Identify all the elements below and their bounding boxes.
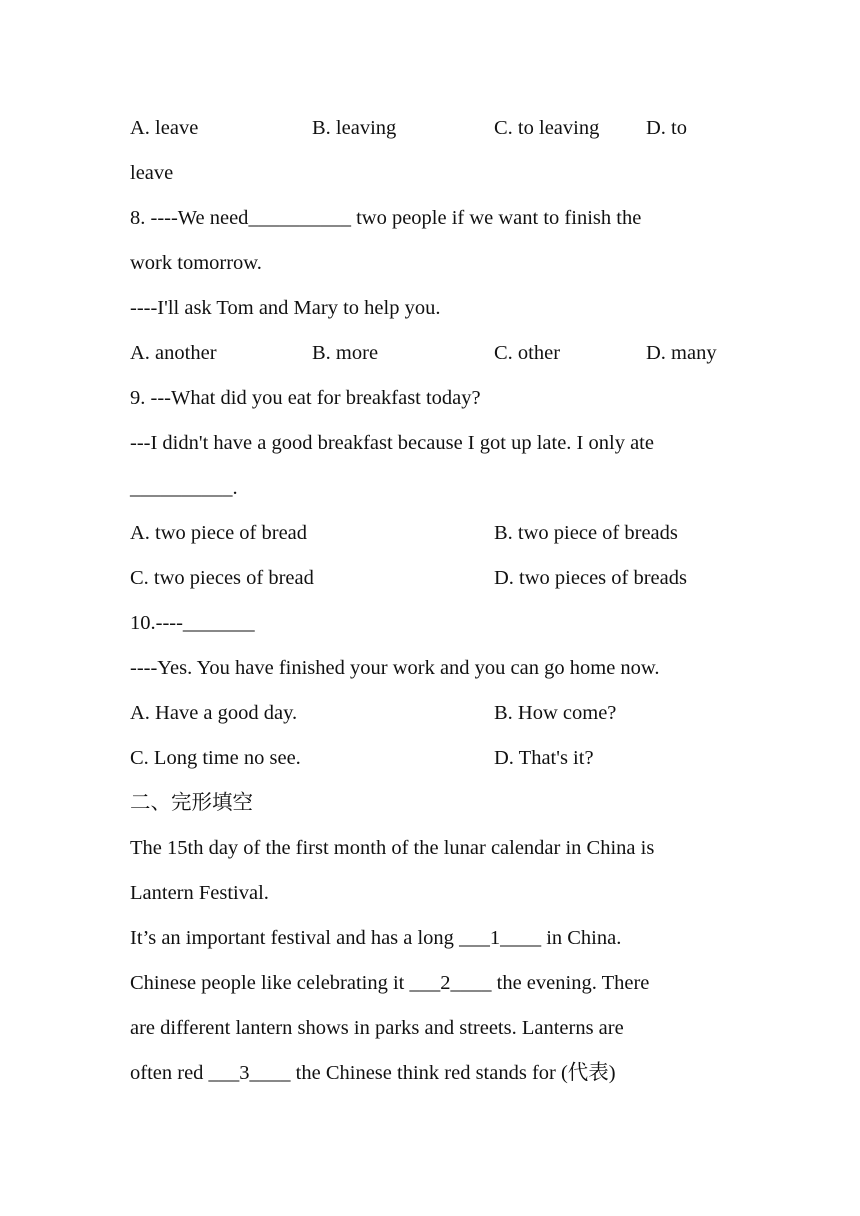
q10-option-d: D. That's it? <box>494 747 594 769</box>
q8-stem-prefix: 8. ----We need <box>130 207 249 229</box>
q8-blank: __________ <box>248 207 351 229</box>
q8-stem-suffix: two people if we want to finish the <box>350 207 642 229</box>
q7-option-c: C. to leaving <box>494 117 600 139</box>
q9-option-b: B. two piece of breads <box>494 522 678 544</box>
passage-text: Chinese people like celebrating it <box>130 972 410 994</box>
q7-option-b: B. leaving <box>312 117 397 139</box>
passage-line: are different lantern shows in parks and streets. Lanterns are <box>130 1017 624 1039</box>
q9-reply-line1: ---I didn't have a good breakfast because I got up late. I only ate <box>130 432 654 454</box>
q9-reply-line2: __________. <box>130 477 238 499</box>
passage-line <box>130 1059 616 1087</box>
passage-text: often red <box>130 1062 209 1084</box>
q10-reply: ----Yes. You have finished your work and you can go home now. <box>130 657 660 679</box>
q8-stem-line2: work tomorrow. <box>130 252 262 274</box>
q9-option-a: A. two piece of bread <box>130 522 308 544</box>
passage-text: the evening. There <box>491 972 650 994</box>
q8-stem-line1 <box>130 204 641 232</box>
section-heading: 二、完形填空 <box>130 792 253 814</box>
q8-option-b: B. more <box>312 342 379 364</box>
q7-option-a: A. leave <box>130 117 199 139</box>
q9-stem: 9. ---What did you eat for breakfast today? <box>130 387 481 409</box>
passage-line: The 15th day of the first month of the lunar calendar in China is <box>130 837 655 859</box>
passage-line: Lantern Festival. <box>130 882 269 904</box>
passage-text: It’s an important festival and has a long <box>130 927 460 949</box>
q8-option-c: C. other <box>494 342 561 364</box>
q10-stem: 10.----_______ <box>130 612 255 634</box>
cloze-blank-3: ___3____ <box>208 1062 291 1084</box>
q10-option-a: A. Have a good day. <box>130 702 298 724</box>
passage-text: the Chinese think red stands for (代表) <box>290 1062 616 1084</box>
cloze-blank-2: ___2____ <box>409 972 492 994</box>
passage-line <box>130 924 621 952</box>
passage-text: in China. <box>541 927 622 949</box>
q10-option-c: C. Long time no see. <box>130 747 301 769</box>
cloze-blank-1: ___1____ <box>459 927 542 949</box>
q7-option-d: D. to <box>646 117 687 139</box>
q8-option-d: D. many <box>646 342 717 364</box>
q7-option-d-wrap: leave <box>130 162 174 184</box>
q8-option-a: A. another <box>130 342 217 364</box>
q10-option-b: B. How come? <box>494 702 617 724</box>
q9-option-c: C. two pieces of bread <box>130 567 314 589</box>
passage-line <box>130 969 649 997</box>
q9-option-d: D. two pieces of breads <box>494 567 687 589</box>
q8-reply: ----I'll ask Tom and Mary to help you. <box>130 297 441 319</box>
